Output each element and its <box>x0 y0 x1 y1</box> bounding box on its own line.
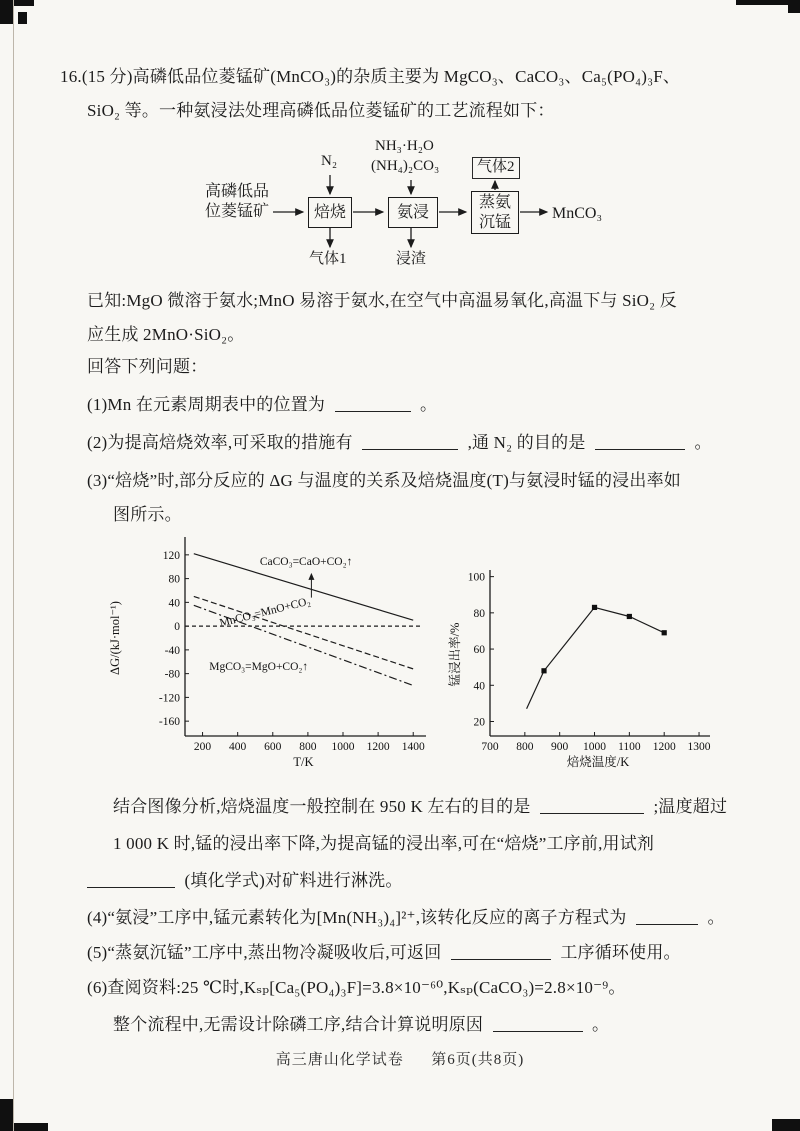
svg-text:40: 40 <box>168 597 180 610</box>
svg-text:100: 100 <box>467 571 485 584</box>
svg-text:ΔG/(kJ·mol⁻¹): ΔG/(kJ·mol⁻¹) <box>108 601 122 675</box>
flow-box-roasting-label: 焙烧 <box>313 203 346 221</box>
flow-input-line-2: 位菱锰矿 <box>205 203 270 220</box>
question-4 <box>87 903 725 928</box>
analysis-line-2 <box>113 829 654 854</box>
question-3-line-2 <box>113 500 182 525</box>
svg-text:80: 80 <box>473 607 485 620</box>
flow-box-distill-line-1: 蒸氨 <box>478 194 511 212</box>
mn-leaching-rate-chart <box>448 565 720 770</box>
question-3-text-2: 图所示。 <box>113 505 182 524</box>
flow-gas2-label: 气体2 <box>472 157 520 179</box>
scan-artifact <box>18 12 27 24</box>
footer-page-number: 第6页(共8页) <box>431 1052 525 1068</box>
svg-text:1000: 1000 <box>331 741 355 753</box>
answer-blank <box>540 799 644 814</box>
flow-reagent-nh4co3-label: (NH₄)₂CO₃ <box>371 158 440 174</box>
svg-text:80: 80 <box>168 573 180 586</box>
question-6-text-1: (6)查阅资料:25 ℃时,Kₛₚ[Ca₅(PO₄)₃F]=3.8×10⁻⁶⁰,Kₛₚ(CaCO₃)=2.8×10⁻⁹。 <box>87 978 626 997</box>
flow-box-ammonia-distillation <box>471 191 519 234</box>
page-footer <box>0 1048 800 1069</box>
svg-text:800: 800 <box>516 741 534 753</box>
known-info-line-2 <box>87 320 245 345</box>
svg-text:-160: -160 <box>158 716 180 729</box>
analysis-text-3: 1 000 K 时,锰的浸出率下降,为提高锰的浸出率,可在“焙烧”工序前,用试剂 <box>113 834 655 853</box>
answer-blank <box>335 397 411 412</box>
svg-text:MnCO₃=MnO+CO₂: MnCO₃=MnO+CO₂ <box>218 595 312 630</box>
question-2-period: 。 <box>694 433 712 452</box>
question-1-text: (1)Mn 在元素周期表中的位置为 <box>87 395 326 414</box>
svg-text:400: 400 <box>229 741 247 753</box>
answer-prompt <box>87 352 207 377</box>
footer-exam-title: 高三唐山化学试卷 <box>275 1052 404 1068</box>
scan-artifact <box>772 1119 800 1131</box>
svg-text:40: 40 <box>473 680 485 693</box>
svg-text:-80: -80 <box>164 668 180 681</box>
analysis-text-1: 结合图像分析,焙烧温度一般控制在 950 K 左右的目的是 <box>113 797 531 816</box>
svg-text:0: 0 <box>174 621 180 634</box>
flow-n2-label: N₂ <box>321 153 338 169</box>
analysis-line-3 <box>87 866 403 891</box>
flow-box-ammonia-leaching-label: 氨浸 <box>396 203 429 221</box>
svg-text:1000: 1000 <box>583 741 607 753</box>
scan-artifact <box>0 0 34 6</box>
svg-text:-120: -120 <box>158 692 180 705</box>
svg-text:600: 600 <box>264 741 282 753</box>
process-flow-diagram <box>75 135 735 277</box>
flow-input-label <box>205 182 269 222</box>
question-5 <box>87 938 681 963</box>
svg-text:20: 20 <box>473 716 485 729</box>
question-5-text-1: (5)“蒸氨沉锰”工序中,蒸出物冷凝吸收后,可返回 <box>87 943 442 962</box>
svg-text:T/K: T/K <box>293 755 314 769</box>
svg-text:120: 120 <box>162 549 180 562</box>
question-16-stem-line-1 <box>60 62 680 87</box>
question-3-text-1: (3)“焙烧”时,部分反应的 ΔG 与温度的关系及焙烧温度(T)与氨浸时锰的浸出率如 <box>87 471 681 490</box>
question-2-text-1: (2)为提高焙烧效率,可采取的措施有 <box>87 433 353 452</box>
answer-blank <box>451 945 551 960</box>
analysis-line-1 <box>113 792 727 817</box>
scan-artifact <box>0 1123 48 1131</box>
question-1-period: 。 <box>420 395 438 414</box>
svg-text:60: 60 <box>473 644 485 657</box>
svg-text:700: 700 <box>481 741 499 753</box>
svg-text:1200: 1200 <box>652 741 676 753</box>
question-4-period: 。 <box>707 908 725 927</box>
known-info-line-1 <box>87 286 677 311</box>
flow-input-line-1: 高磷低品 <box>205 183 270 200</box>
scan-artifact <box>788 0 800 13</box>
delta-g-temperature-chart <box>108 532 430 770</box>
flow-box-distill-line-2: 沉锰 <box>478 213 511 231</box>
flow-reagent-nh3h2o-label: NH₃·H₂O <box>375 138 434 154</box>
question-16-stem-text-1: 16.(15 分)高磷低品位菱锰矿(MnCO₃)的杂质主要为 MgCO₃、CaCO₃、Ca₅(PO₄)₃F、 <box>60 67 681 86</box>
question-2 <box>87 428 712 453</box>
svg-text:1200: 1200 <box>366 741 390 753</box>
answer-blank <box>493 1017 583 1032</box>
question-4-text: (4)“氨浸”工序中,锰元素转化为[Mn(NH₃)₄]²⁺,该转化反应的离子方程式为 <box>87 908 627 927</box>
flow-gas1-label: 气体1 <box>309 251 347 267</box>
flow-box-roasting <box>308 197 352 228</box>
analysis-text-2: ;温度超过 <box>653 797 728 816</box>
svg-text:锰浸出率/%: 锰浸出率/% <box>448 622 462 687</box>
known-info-text-1: 已知:MgO 微溶于氨水;MnO 易溶于氨水,在空气中高温易氧化,高温下与 SiO₂ 反 <box>87 291 677 310</box>
svg-text:-40: -40 <box>164 644 180 657</box>
svg-text:800: 800 <box>299 741 317 753</box>
answer-blank <box>362 435 458 450</box>
flow-output-label: MnCO₃ <box>552 205 603 222</box>
scan-edge-line <box>13 0 14 1131</box>
question-6-text-2: 整个流程中,无需设计除磷工序,结合计算说明原因 <box>113 1015 484 1034</box>
svg-text:焙烧温度/K: 焙烧温度/K <box>566 755 630 769</box>
svg-text:1400: 1400 <box>401 741 425 753</box>
analysis-text-4: (填化学式)对矿料进行淋洗。 <box>184 871 403 890</box>
question-16-stem-text-2: SiO₂ 等。一种氨浸法处理高磷低品位菱锰矿的工艺流程如下： <box>87 101 555 120</box>
answer-blank <box>87 873 175 888</box>
question-5-text-2: 工序循环使用。 <box>560 943 681 962</box>
question-2-text-2: ,通 N₂ 的目的是 <box>467 433 586 452</box>
question-6-line-1 <box>87 973 626 998</box>
question-6-period: 。 <box>592 1015 610 1034</box>
svg-text:900: 900 <box>551 741 569 753</box>
flow-box-ammonia-leaching <box>388 197 438 228</box>
svg-text:1100: 1100 <box>618 741 641 753</box>
flow-residue-label: 浸渣 <box>396 251 427 267</box>
question-3-line-1 <box>87 466 681 491</box>
answer-prompt-text: 回答下列问题： <box>87 357 208 376</box>
question-6-line-2 <box>113 1010 609 1035</box>
question-1 <box>87 390 437 415</box>
svg-text:200: 200 <box>193 741 212 753</box>
known-info-text-2: 应生成 2MnO·SiO₂。 <box>87 325 245 344</box>
svg-text:1300: 1300 <box>687 741 711 753</box>
answer-blank <box>595 435 685 450</box>
svg-text:CaCO₃=CaO+CO₂↑: CaCO₃=CaO+CO₂↑ <box>259 555 353 568</box>
question-16-stem-line-2 <box>87 96 555 121</box>
answer-blank <box>636 910 698 925</box>
svg-text:MgCO₃=MgO+CO₂↑: MgCO₃=MgO+CO₂↑ <box>209 661 309 674</box>
